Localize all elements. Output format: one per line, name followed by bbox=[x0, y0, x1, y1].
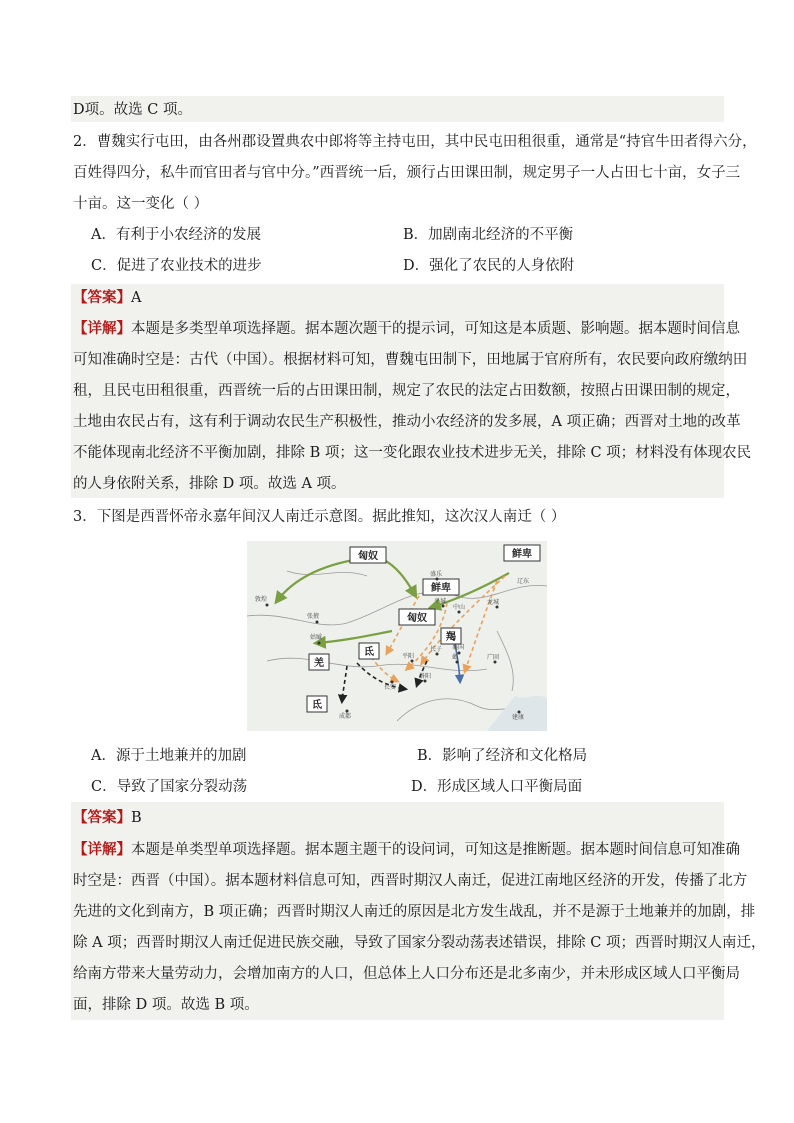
tribe-label: 鲜卑 bbox=[431, 583, 451, 594]
q3-option-a[interactable]: A．源于土地兼并的加剧 bbox=[91, 748, 247, 764]
q3-detail-line: 面，排除 D 项。故选 B 项。 bbox=[73, 997, 259, 1013]
place-name: 中山 bbox=[453, 604, 466, 611]
q3-option-b[interactable]: B．影响了经济和文化格局 bbox=[417, 748, 588, 764]
tribe-label: 氐 bbox=[312, 700, 322, 711]
q3-detail-line: 时空是：西晋（中国）。据本题材料信息可知，西晋时期汉人南迁，促进江南地区经济的开发，传播了北方 bbox=[73, 873, 748, 889]
q2-detail-line: 的人身依附关系，排除 D 项。故选 A 项。 bbox=[73, 476, 346, 492]
answer-label: 【答案】 bbox=[73, 289, 131, 306]
place-name: 襄国 bbox=[452, 644, 465, 651]
q2-detail-line bbox=[73, 319, 740, 339]
q2-answer bbox=[73, 288, 141, 308]
detail-text: 本题是单类型单项选择题。据本题主题干的设问词，可知这是推断题。据本题时间信息可知准确 bbox=[131, 842, 740, 858]
q3-detail-line bbox=[73, 840, 740, 860]
place-name: 平阳 bbox=[402, 653, 415, 660]
q2-option-d[interactable]: D．强化了农民的人身依附 bbox=[403, 258, 575, 274]
tribe-label: 匈奴 bbox=[407, 613, 427, 624]
q2-stem-line: 2．曹魏实行屯田，由各州郡设置典农中郎将等主持屯田，其中民屯田租很重，通常是“持官牛田者得六分， bbox=[73, 134, 757, 150]
answer-value: A bbox=[131, 290, 142, 306]
place-name: 邺 bbox=[452, 654, 459, 661]
q2-detail-line: 可知准确时空是：古代（中国）。根据材料可知，曹魏屯田制下，田地属于官府所有，农民要向政府缴纳田 bbox=[73, 352, 748, 368]
q2-option-a[interactable]: A．有利于小农经济的发展 bbox=[91, 227, 261, 243]
place-name: 平城 bbox=[434, 598, 447, 605]
q3-answer bbox=[73, 808, 142, 828]
detail-label: 【详解】 bbox=[73, 841, 131, 858]
q3-detail-line: 给南方带来大量劳动力，会增加南方的人口，但总体上人口分布还是北多南少，并未形成区域人口平衡局 bbox=[73, 966, 740, 982]
q3-option-c[interactable]: C．导致了国家分裂动荡 bbox=[91, 779, 248, 795]
q3-stem: 3．下图是西晋怀帝永嘉年间汉人南迁示意图。据此推知，这次汉人南迁（ ） bbox=[73, 509, 566, 525]
q2-option-c[interactable]: C．促进了农业技术的进步 bbox=[91, 258, 262, 274]
tribe-label: 氐 bbox=[364, 647, 374, 658]
place-name: 辽东 bbox=[517, 578, 530, 585]
tribe-label: 羌 bbox=[314, 658, 324, 669]
place-name: 龙城 bbox=[487, 599, 500, 606]
answer-label: 【答案】 bbox=[73, 809, 131, 826]
q2-stem-line: 十亩。这一变化（ ） bbox=[73, 196, 209, 212]
q2-detail-line: 不能体现南北经济不平衡加剧，排除 B 项；这一变化跟农业技术进步无关，排除 C 项；材料没有体现农民 bbox=[73, 445, 752, 461]
place-name: 成都 bbox=[339, 713, 352, 720]
q1-tail-text: D项。故选 C 项。 bbox=[73, 102, 192, 118]
tribe-label: 鲜卑 bbox=[512, 549, 532, 560]
q2-detail-line: 租，且民屯田租很重，西晋统一后的占田课田制，规定了农民的法定占田数额，按照占田课田制的规定， bbox=[73, 383, 740, 399]
tribe-label: 匈奴 bbox=[358, 551, 378, 562]
place-name: 盛乐 bbox=[430, 571, 443, 578]
q2-option-b[interactable]: B．加剧南北经济的不平衡 bbox=[403, 227, 574, 243]
q2-stem-line: 百姓得四分，私牛而官田者与官中分。”西晋统一后，颁行占田课田制，规定男子一人占田七十亩，女子三 bbox=[73, 165, 741, 181]
q3-detail-line: 除 A 项；西晋时期汉人南迁促进民族交融，导致了国家分裂动荡表述错误，排除 C 项；西晋时期汉人南迁， bbox=[73, 935, 766, 951]
detail-text: 本题是多类型单项选择题。据本题次题干的提示词，可知这是本质题、影响题。据本题时间信息 bbox=[131, 321, 740, 337]
place-name: 长安 bbox=[384, 684, 397, 691]
detail-label: 【详解】 bbox=[73, 320, 131, 337]
place-name: 张掖 bbox=[307, 613, 320, 620]
q3-detail-line: 先进的文化到南方，B 项正确；西晋时期汉人南迁的原因是北方发生战乱，并不是源于土地兼并的加剧，排 bbox=[73, 904, 756, 920]
tribe-label: 羯 bbox=[446, 632, 456, 643]
place-name: 建康 bbox=[512, 714, 525, 721]
migration-map bbox=[247, 541, 547, 731]
place-name: 姑臧 bbox=[310, 634, 323, 641]
answer-value: B bbox=[131, 810, 142, 826]
place-name: 广固 bbox=[487, 654, 500, 661]
place-name: 长子 bbox=[430, 646, 443, 653]
place-name: 洛阳 bbox=[419, 673, 432, 680]
place-name: 敦煌 bbox=[255, 596, 268, 603]
q2-detail-line: 土地由农民占有，这有利于调动农民生产积极性，推动小农经济的发多展，A 项正确；西晋对土地的改革 bbox=[73, 414, 741, 430]
q3-option-d[interactable]: D．形成区域人口平衡局面 bbox=[411, 779, 583, 795]
